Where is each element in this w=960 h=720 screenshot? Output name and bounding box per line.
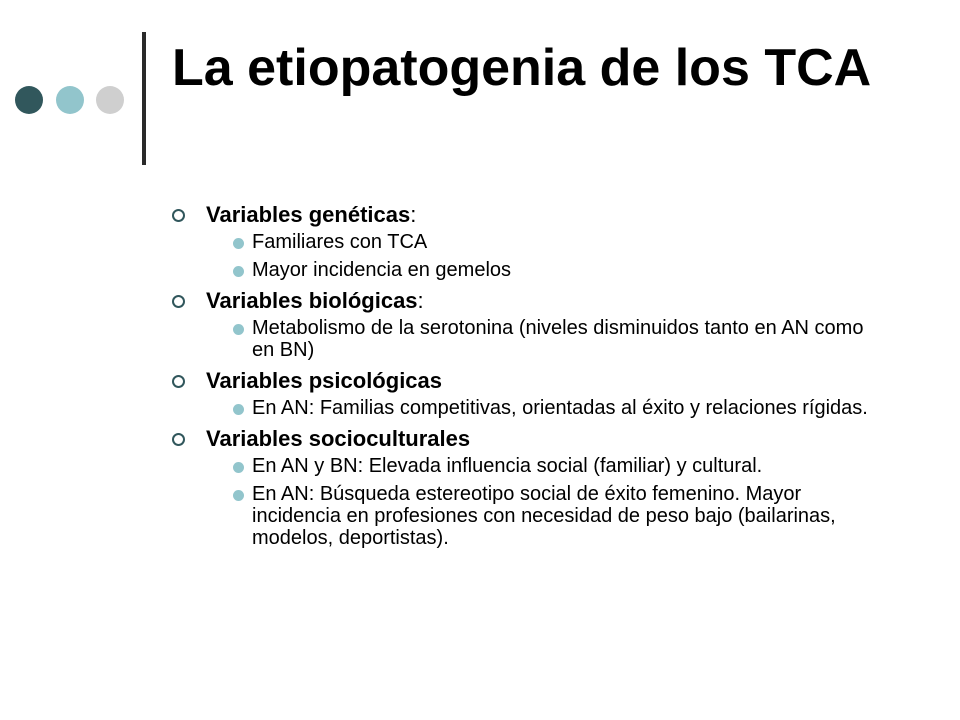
- ring-bullet-icon: [172, 209, 185, 222]
- slide-content: [172, 203, 872, 549]
- dot-dark-icon: [15, 86, 43, 114]
- section-suffix: :: [417, 288, 424, 313]
- list-item-text: Mayor incidencia en gemelos: [252, 259, 512, 281]
- dot-gray-icon: [96, 86, 124, 114]
- title-divider: [142, 32, 146, 165]
- sub-list: [206, 231, 872, 281]
- list-item: [206, 455, 872, 477]
- list-item: [206, 231, 872, 253]
- list-item-text: En AN: Familias competitivas, orientadas al éxito y relaciones rígidas.: [252, 397, 868, 419]
- list-item: [206, 483, 872, 549]
- ring-bullet-icon: [172, 295, 185, 308]
- dot-bullet-icon: [233, 490, 244, 501]
- section-psicologicas: [172, 369, 872, 419]
- dot-light-icon: [56, 86, 84, 114]
- section-suffix: :: [410, 202, 417, 227]
- sub-list: [206, 397, 872, 419]
- dot-bullet-icon: [233, 324, 244, 335]
- section-geneticas: [172, 203, 872, 281]
- slide-title: La etiopatogenia de los TCA: [172, 39, 872, 97]
- dot-bullet-icon: [233, 238, 244, 249]
- decorative-dots: [15, 86, 125, 116]
- sub-list: [206, 317, 872, 361]
- list-item-text: En AN: Búsqueda estereotipo social de éxito femenino. Mayor incidencia en profesiones con necesidad de peso bajo (bailarinas, modelos, deportistas).: [252, 483, 836, 549]
- list-item-text: Familiares con TCA: [252, 231, 428, 253]
- list-item: [206, 317, 872, 361]
- section-label: Variables genéticas: [206, 202, 411, 227]
- sub-list: [206, 455, 872, 549]
- section-socioculturales: [172, 427, 872, 549]
- section-label: Variables psicológicas: [206, 368, 443, 393]
- ring-bullet-icon: [172, 433, 185, 446]
- list-item: [206, 397, 872, 419]
- list-item-text: Metabolismo de la serotonina (niveles disminuidos tanto en AN como en BN): [252, 317, 864, 361]
- dot-bullet-icon: [233, 462, 244, 473]
- dot-bullet-icon: [233, 404, 244, 415]
- section-biologicas: [172, 289, 872, 361]
- ring-bullet-icon: [172, 375, 185, 388]
- section-label: Variables socioculturales: [206, 426, 471, 451]
- section-label: Variables biológicas: [206, 288, 418, 313]
- dot-bullet-icon: [233, 266, 244, 277]
- list-item: [206, 259, 872, 281]
- list-item-text: En AN y BN: Elevada influencia social (familiar) y cultural.: [252, 455, 763, 477]
